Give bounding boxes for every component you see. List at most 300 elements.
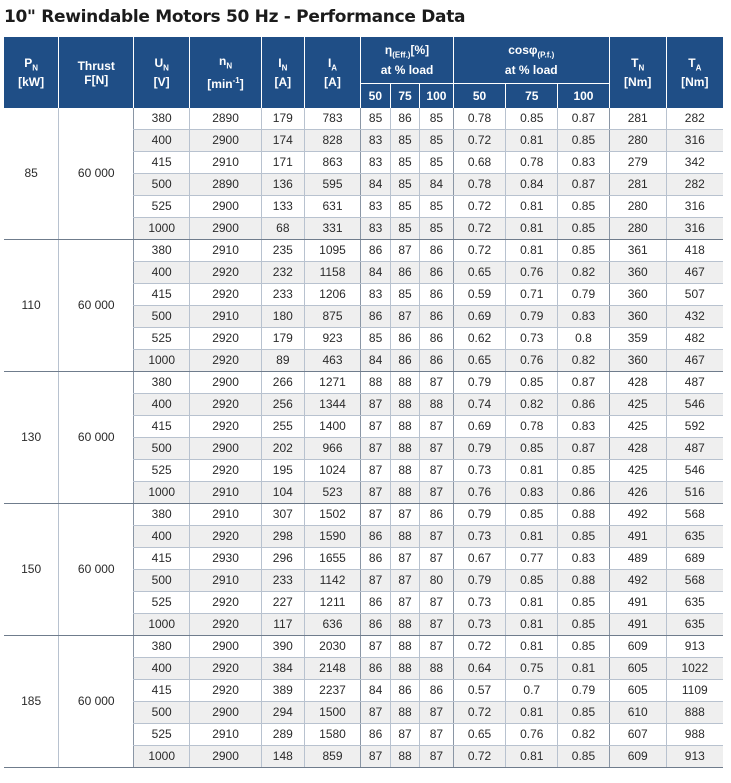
speed-cell: 2920 — [190, 328, 262, 350]
rated-current-cell: 307 — [262, 504, 305, 526]
starting-torque-cell: 507 — [666, 284, 723, 306]
eff-75-cell: 88 — [390, 636, 419, 658]
voltage-cell: 500 — [134, 438, 190, 460]
voltage-cell: 1000 — [134, 746, 190, 768]
rated-current-cell: 255 — [262, 416, 305, 438]
rated-torque-cell: 491 — [609, 526, 666, 548]
eff-50-cell: 84 — [361, 174, 390, 196]
pf-50-cell: 0.65 — [453, 262, 506, 284]
eff-50-cell: 86 — [361, 592, 390, 614]
eff-75-cell: 85 — [390, 196, 419, 218]
voltage-cell: 525 — [134, 196, 190, 218]
pf-100-cell: 0.88 — [558, 570, 610, 592]
pf-50-cell: 0.79 — [453, 372, 506, 394]
voltage-cell: 525 — [134, 592, 190, 614]
pf-100-cell: 0.82 — [558, 262, 610, 284]
eff-100-cell: 87 — [420, 636, 453, 658]
eff-75-cell: 88 — [390, 702, 419, 724]
table-row — [4, 372, 723, 394]
col-header-ia: $I_A$ [A] — [304, 37, 361, 108]
eff-50-cell: 87 — [361, 482, 390, 504]
starting-current-cell: 1142 — [304, 570, 361, 592]
rated-current-cell: 232 — [262, 262, 305, 284]
voltage-cell: 500 — [134, 306, 190, 328]
rated-torque-cell: 489 — [609, 548, 666, 570]
rated-current-cell: 294 — [262, 702, 305, 724]
pf-50-cell: 0.59 — [453, 284, 506, 306]
speed-cell: 2910 — [190, 482, 262, 504]
starting-torque-cell: 635 — [666, 526, 723, 548]
eff-75-cell: 88 — [390, 394, 419, 416]
starting-torque-cell: 282 — [666, 108, 723, 130]
pf-75-cell: 0.82 — [506, 394, 558, 416]
pf-100-cell: 0.85 — [558, 460, 610, 482]
eff-50-cell: 86 — [361, 240, 390, 262]
starting-current-cell: 1502 — [304, 504, 361, 526]
eff-75-cell: 88 — [390, 416, 419, 438]
eff-75-cell: 87 — [390, 548, 419, 570]
starting-current-cell: 1580 — [304, 724, 361, 746]
pf-50-cell: 0.79 — [453, 438, 506, 460]
rated-torque-cell: 281 — [609, 174, 666, 196]
pf-75-cell: 0.81 — [506, 636, 558, 658]
pf-50-cell: 0.68 — [453, 152, 506, 174]
starting-current-cell: 859 — [304, 746, 361, 768]
eff-100-cell: 87 — [420, 614, 453, 636]
voltage-cell: 380 — [134, 504, 190, 526]
eff-50-cell: 87 — [361, 416, 390, 438]
eff-75-cell: 87 — [390, 240, 419, 262]
eff-100-cell: 87 — [420, 702, 453, 724]
speed-cell: 2920 — [190, 284, 262, 306]
pf-75-cell: 0.77 — [506, 548, 558, 570]
eff-50-cell: 86 — [361, 658, 390, 680]
eff-50-cell: 86 — [361, 306, 390, 328]
rated-current-cell: 296 — [262, 548, 305, 570]
eff-100-cell: 80 — [420, 570, 453, 592]
voltage-cell: 500 — [134, 570, 190, 592]
eff-75-cell: 86 — [390, 680, 419, 702]
starting-current-cell: 783 — [304, 108, 361, 130]
eff-75-cell: 88 — [390, 438, 419, 460]
pf-75-cell: 0.78 — [506, 416, 558, 438]
speed-cell: 2920 — [190, 416, 262, 438]
eff-75-cell: 87 — [390, 592, 419, 614]
pf-50-cell: 0.72 — [453, 702, 506, 724]
pf-50-cell: 0.72 — [453, 218, 506, 240]
rated-current-cell: 104 — [262, 482, 305, 504]
starting-torque-cell: 1022 — [666, 658, 723, 680]
eff-50-cell: 87 — [361, 504, 390, 526]
eff-75-cell: 85 — [390, 152, 419, 174]
pf-50-cell: 0.57 — [453, 680, 506, 702]
rated-current-cell: 384 — [262, 658, 305, 680]
eff-100-cell: 86 — [420, 284, 453, 306]
pf-50-cell: 0.79 — [453, 504, 506, 526]
starting-torque-cell: 316 — [666, 130, 723, 152]
rated-torque-cell: 359 — [609, 328, 666, 350]
eff-75-cell: 87 — [390, 724, 419, 746]
eff-100-cell: 85 — [420, 152, 453, 174]
pf-100-cell: 0.85 — [558, 196, 610, 218]
starting-current-cell: 595 — [304, 174, 361, 196]
col-header-in: $I_N$ [A] — [262, 37, 305, 108]
starting-current-cell: 1211 — [304, 592, 361, 614]
eff-50-cell: 86 — [361, 526, 390, 548]
pf-100-cell: 0.87 — [558, 438, 610, 460]
col-header-tn: $T_N$ [Nm] — [609, 37, 666, 108]
rated-current-cell: 133 — [262, 196, 305, 218]
eff-50-cell: 83 — [361, 218, 390, 240]
rated-torque-cell: 425 — [609, 394, 666, 416]
rated-current-cell: 235 — [262, 240, 305, 262]
pf-100-cell: 0.85 — [558, 218, 610, 240]
eff-75-cell: 88 — [390, 526, 419, 548]
rated-torque-cell: 605 — [609, 658, 666, 680]
table-row — [4, 108, 723, 130]
eff-100-cell: 88 — [420, 394, 453, 416]
pf-75-cell: 0.81 — [506, 240, 558, 262]
eff-50-cell: 83 — [361, 196, 390, 218]
pf-75-cell: 0.81 — [506, 526, 558, 548]
eff-100-cell: 87 — [420, 416, 453, 438]
pf-50-cell: 0.69 — [453, 306, 506, 328]
starting-torque-cell: 487 — [666, 438, 723, 460]
speed-cell: 2910 — [190, 724, 262, 746]
speed-cell: 2900 — [190, 702, 262, 724]
col-header-pn: $P_N$ [kW] — [4, 37, 59, 108]
starting-current-cell: 2237 — [304, 680, 361, 702]
speed-cell: 2920 — [190, 350, 262, 372]
pf-50-cell: 0.72 — [453, 746, 506, 768]
rated-current-cell: 68 — [262, 218, 305, 240]
voltage-cell: 400 — [134, 130, 190, 152]
voltage-cell: 380 — [134, 372, 190, 394]
pf-100-cell: 0.87 — [558, 108, 610, 130]
eff-75-cell: 86 — [390, 108, 419, 130]
voltage-cell: 380 — [134, 636, 190, 658]
starting-current-cell: 863 — [304, 152, 361, 174]
pf-75-cell: 0.79 — [506, 306, 558, 328]
pf-50-cell: 0.78 — [453, 174, 506, 196]
pf-75-cell: 0.81 — [506, 746, 558, 768]
pf-100-cell: 0.83 — [558, 306, 610, 328]
eff-100-cell: 86 — [420, 240, 453, 262]
starting-torque-cell: 546 — [666, 460, 723, 482]
table-row — [4, 240, 723, 262]
eff-50-cell: 87 — [361, 636, 390, 658]
voltage-cell: 1000 — [134, 614, 190, 636]
pf-75-cell: 0.81 — [506, 614, 558, 636]
power-cell: 150 — [4, 504, 59, 636]
eff-load-75: 75 — [390, 84, 419, 109]
pf-50-cell: 0.72 — [453, 196, 506, 218]
table-body — [4, 108, 723, 768]
pf-50-cell: 0.62 — [453, 328, 506, 350]
starting-current-cell: 1206 — [304, 284, 361, 306]
starting-torque-cell: 913 — [666, 636, 723, 658]
power-cell: 85 — [4, 108, 59, 240]
pf-75-cell: 0.76 — [506, 262, 558, 284]
eff-100-cell: 87 — [420, 460, 453, 482]
eff-50-cell: 87 — [361, 460, 390, 482]
starting-torque-cell: 482 — [666, 328, 723, 350]
col-header-thrust: Thrust F[N] — [59, 37, 134, 108]
col-header-un: $U_N$ [V] — [134, 37, 190, 108]
starting-torque-cell: 635 — [666, 592, 723, 614]
eff-100-cell: 86 — [420, 306, 453, 328]
voltage-cell: 415 — [134, 548, 190, 570]
pf-50-cell: 0.76 — [453, 482, 506, 504]
rated-current-cell: 256 — [262, 394, 305, 416]
rated-torque-cell: 360 — [609, 350, 666, 372]
rated-current-cell: 289 — [262, 724, 305, 746]
pf-75-cell: 0.83 — [506, 482, 558, 504]
power-cell: 130 — [4, 372, 59, 504]
eff-50-cell: 88 — [361, 372, 390, 394]
starting-torque-cell: 432 — [666, 306, 723, 328]
voltage-cell: 500 — [134, 174, 190, 196]
pf-100-cell: 0.79 — [558, 284, 610, 306]
pf-50-cell: 0.73 — [453, 460, 506, 482]
rated-torque-cell: 425 — [609, 416, 666, 438]
pf-50-cell: 0.79 — [453, 570, 506, 592]
pf-50-cell: 0.73 — [453, 592, 506, 614]
rated-torque-cell: 426 — [609, 482, 666, 504]
eff-50-cell: 84 — [361, 262, 390, 284]
eff-50-cell: 85 — [361, 108, 390, 130]
starting-current-cell: 1655 — [304, 548, 361, 570]
rated-current-cell: 266 — [262, 372, 305, 394]
pf-load-50: 50 — [453, 84, 506, 109]
eff-50-cell: 87 — [361, 394, 390, 416]
rated-torque-cell: 607 — [609, 724, 666, 746]
speed-cell: 2920 — [190, 658, 262, 680]
eff-100-cell: 87 — [420, 592, 453, 614]
eff-75-cell: 87 — [390, 504, 419, 526]
pf-100-cell: 0.83 — [558, 416, 610, 438]
voltage-cell: 415 — [134, 152, 190, 174]
eff-75-cell: 88 — [390, 482, 419, 504]
rated-current-cell: 233 — [262, 284, 305, 306]
speed-cell: 2900 — [190, 196, 262, 218]
rated-current-cell: 390 — [262, 636, 305, 658]
pf-50-cell: 0.72 — [453, 636, 506, 658]
eff-50-cell: 85 — [361, 328, 390, 350]
eff-100-cell: 87 — [420, 548, 453, 570]
eff-100-cell: 87 — [420, 438, 453, 460]
voltage-cell: 415 — [134, 416, 190, 438]
eff-100-cell: 86 — [420, 680, 453, 702]
performance-table — [4, 37, 723, 768]
starting-current-cell: 331 — [304, 218, 361, 240]
rated-torque-cell: 279 — [609, 152, 666, 174]
eff-50-cell: 87 — [361, 570, 390, 592]
col-header-efficiency: $\eta_{(Eff.)}[\%]$ at % load — [361, 37, 453, 84]
starting-torque-cell: 888 — [666, 702, 723, 724]
pf-50-cell: 0.64 — [453, 658, 506, 680]
pf-load-100: 100 — [558, 84, 610, 109]
starting-torque-cell: 689 — [666, 548, 723, 570]
rated-current-cell: 179 — [262, 108, 305, 130]
starting-current-cell: 1271 — [304, 372, 361, 394]
speed-cell: 2920 — [190, 262, 262, 284]
eff-75-cell: 86 — [390, 328, 419, 350]
rated-torque-cell: 605 — [609, 680, 666, 702]
power-cell: 110 — [4, 240, 59, 372]
pf-75-cell: 0.76 — [506, 724, 558, 746]
voltage-cell: 1000 — [134, 350, 190, 372]
starting-torque-cell: 1109 — [666, 680, 723, 702]
thrust-cell: 60 000 — [59, 240, 134, 372]
eff-50-cell: 86 — [361, 614, 390, 636]
pf-100-cell: 0.8 — [558, 328, 610, 350]
speed-cell: 2910 — [190, 152, 262, 174]
rated-torque-cell: 491 — [609, 592, 666, 614]
rated-torque-cell: 360 — [609, 306, 666, 328]
pf-50-cell: 0.72 — [453, 130, 506, 152]
starting-torque-cell: 467 — [666, 262, 723, 284]
starting-torque-cell: 592 — [666, 416, 723, 438]
speed-cell: 2920 — [190, 526, 262, 548]
eff-100-cell: 87 — [420, 372, 453, 394]
starting-torque-cell: 546 — [666, 394, 723, 416]
eff-50-cell: 84 — [361, 350, 390, 372]
starting-current-cell: 828 — [304, 130, 361, 152]
starting-torque-cell: 635 — [666, 614, 723, 636]
pf-100-cell: 0.83 — [558, 152, 610, 174]
voltage-cell: 400 — [134, 394, 190, 416]
pf-75-cell: 0.81 — [506, 702, 558, 724]
starting-current-cell: 1400 — [304, 416, 361, 438]
rated-current-cell: 171 — [262, 152, 305, 174]
pf-100-cell: 0.85 — [558, 592, 610, 614]
eff-75-cell: 85 — [390, 174, 419, 196]
pf-75-cell: 0.81 — [506, 218, 558, 240]
speed-cell: 2900 — [190, 636, 262, 658]
pf-75-cell: 0.85 — [506, 570, 558, 592]
pf-100-cell: 0.85 — [558, 240, 610, 262]
eff-75-cell: 88 — [390, 460, 419, 482]
pf-75-cell: 0.78 — [506, 152, 558, 174]
eff-75-cell: 88 — [390, 746, 419, 768]
rated-current-cell: 136 — [262, 174, 305, 196]
eff-100-cell: 86 — [420, 262, 453, 284]
starting-current-cell: 631 — [304, 196, 361, 218]
rated-torque-cell: 609 — [609, 636, 666, 658]
pf-75-cell: 0.73 — [506, 328, 558, 350]
voltage-cell: 380 — [134, 240, 190, 262]
speed-cell: 2930 — [190, 548, 262, 570]
thrust-cell: 60 000 — [59, 504, 134, 636]
starting-current-cell: 463 — [304, 350, 361, 372]
pf-100-cell: 0.85 — [558, 526, 610, 548]
speed-cell: 2900 — [190, 372, 262, 394]
pf-75-cell: 0.81 — [506, 130, 558, 152]
eff-100-cell: 85 — [420, 218, 453, 240]
pf-100-cell: 0.81 — [558, 658, 610, 680]
rated-torque-cell: 360 — [609, 262, 666, 284]
starting-current-cell: 875 — [304, 306, 361, 328]
pf-100-cell: 0.85 — [558, 636, 610, 658]
pf-100-cell: 0.85 — [558, 702, 610, 724]
pf-100-cell: 0.79 — [558, 680, 610, 702]
eff-50-cell: 87 — [361, 438, 390, 460]
pf-100-cell: 0.86 — [558, 394, 610, 416]
starting-torque-cell: 568 — [666, 504, 723, 526]
speed-cell: 2890 — [190, 174, 262, 196]
rated-torque-cell: 280 — [609, 218, 666, 240]
starting-current-cell: 1095 — [304, 240, 361, 262]
starting-torque-cell: 516 — [666, 482, 723, 504]
power-cell: 185 — [4, 636, 59, 768]
pf-100-cell: 0.87 — [558, 174, 610, 196]
eff-50-cell: 83 — [361, 152, 390, 174]
eff-50-cell: 87 — [361, 746, 390, 768]
voltage-cell: 500 — [134, 702, 190, 724]
starting-torque-cell: 988 — [666, 724, 723, 746]
speed-cell: 2910 — [190, 570, 262, 592]
eff-75-cell: 85 — [390, 284, 419, 306]
pf-load-75: 75 — [506, 84, 558, 109]
pf-50-cell: 0.74 — [453, 394, 506, 416]
starting-current-cell: 1158 — [304, 262, 361, 284]
pf-100-cell: 0.85 — [558, 614, 610, 636]
voltage-cell: 525 — [134, 724, 190, 746]
pf-50-cell: 0.65 — [453, 350, 506, 372]
voltage-cell: 525 — [134, 460, 190, 482]
speed-cell: 2920 — [190, 394, 262, 416]
rated-current-cell: 180 — [262, 306, 305, 328]
eff-100-cell: 85 — [420, 108, 453, 130]
speed-cell: 2920 — [190, 460, 262, 482]
starting-current-cell: 1024 — [304, 460, 361, 482]
pf-50-cell: 0.78 — [453, 108, 506, 130]
starting-current-cell: 2148 — [304, 658, 361, 680]
rated-current-cell: 174 — [262, 130, 305, 152]
starting-torque-cell: 568 — [666, 570, 723, 592]
speed-cell: 2910 — [190, 240, 262, 262]
rated-torque-cell: 428 — [609, 438, 666, 460]
pf-75-cell: 0.81 — [506, 460, 558, 482]
pf-50-cell: 0.73 — [453, 614, 506, 636]
starting-current-cell: 2030 — [304, 636, 361, 658]
voltage-cell: 400 — [134, 526, 190, 548]
eff-75-cell: 88 — [390, 658, 419, 680]
starting-current-cell: 1344 — [304, 394, 361, 416]
voltage-cell: 1000 — [134, 218, 190, 240]
eff-100-cell: 86 — [420, 328, 453, 350]
starting-torque-cell: 913 — [666, 746, 723, 768]
eff-75-cell: 86 — [390, 262, 419, 284]
speed-cell: 2910 — [190, 504, 262, 526]
eff-50-cell: 87 — [361, 702, 390, 724]
col-header-ta: $T_A$ [Nm] — [666, 37, 723, 108]
voltage-cell: 400 — [134, 262, 190, 284]
rated-current-cell: 298 — [262, 526, 305, 548]
rated-torque-cell: 360 — [609, 284, 666, 306]
starting-current-cell: 923 — [304, 328, 361, 350]
pf-50-cell: 0.73 — [453, 526, 506, 548]
starting-current-cell: 1500 — [304, 702, 361, 724]
rated-torque-cell: 280 — [609, 196, 666, 218]
pf-100-cell: 0.83 — [558, 548, 610, 570]
starting-current-cell: 523 — [304, 482, 361, 504]
starting-torque-cell: 316 — [666, 218, 723, 240]
pf-100-cell: 0.82 — [558, 724, 610, 746]
pf-75-cell: 0.75 — [506, 658, 558, 680]
pf-75-cell: 0.85 — [506, 108, 558, 130]
